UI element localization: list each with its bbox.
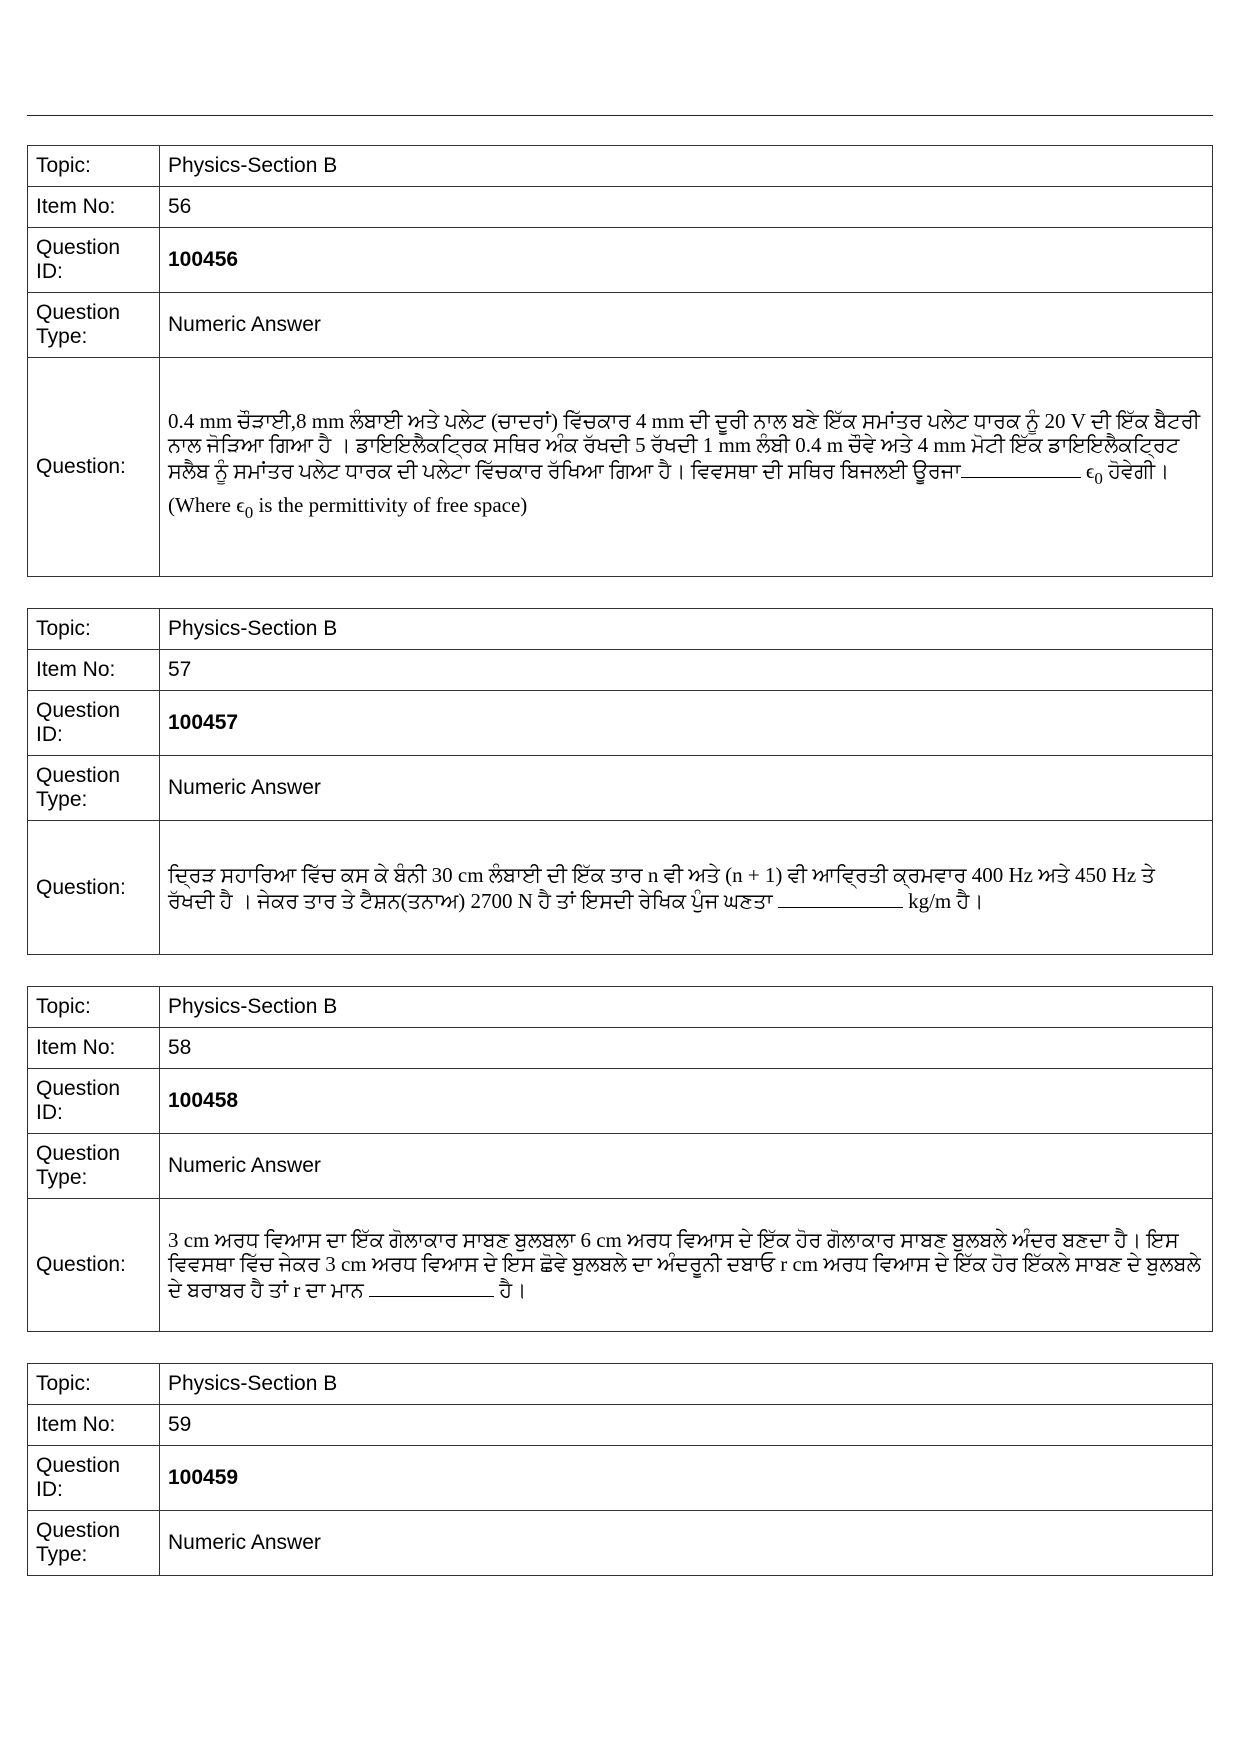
item-no-label: Item No: [28, 187, 160, 228]
epsilon-subscript: 0 [1094, 469, 1103, 488]
epsilon-symbol: ϵ [1085, 459, 1095, 483]
question-type-label: Question Type: [28, 1134, 160, 1199]
question-body [160, 821, 1213, 955]
item-no-value: 56 [160, 187, 1213, 228]
item-no-label: Item No: [28, 1028, 160, 1069]
question-card-59 [27, 1363, 1213, 1576]
question-note [168, 493, 1204, 525]
answer-blank [778, 887, 903, 908]
topic-value: Physics-Section B [160, 987, 1213, 1028]
question-body [160, 358, 1213, 577]
question-text: ਦ੍ਰਿੜ ਸਹਾਰਿਆ ਵਿੱਚ ਕਸ ਕੇ ਬੰਨੀ 30 cm ਲੰਬਾਈ ਦੀ ਇੱਕ ਤਾਰ n ਵੀ ਅਤੇ (n + 1) ਵੀ ਆਵ੍ਰਿਤੀ ਕ੍ਰਮਵਾਰ 400 Hz ਅਤੇ 450 Hz ਤੇ ਰੱਖਦੀ ਹੈ । ਜੇਕਰ ਤਾਰ ਤੇ ਟੈਸ਼ਨ(ਤਨਾਅ) 2700 N ਹੈ ਤਾਂ ਇਸਦੀ ਰੇਖਿਕ ਪੁੰਜ ਘਣਤਾ [168, 862, 1155, 913]
question-body [160, 1199, 1213, 1332]
question-type-label: Question Type: [28, 293, 160, 358]
question-id-label: Question ID: [28, 228, 160, 293]
question-label: Question: [28, 1199, 160, 1332]
item-no-label: Item No: [28, 1405, 160, 1446]
epsilon-subscript: 0 [244, 503, 254, 522]
question-tail: kg/m ਹੈ। [908, 888, 984, 913]
note-prefix: (Where [168, 493, 231, 517]
question-id-value: 100458 [160, 1069, 1213, 1134]
question-id-label: Question ID: [28, 1069, 160, 1134]
question-text: 3 cm ਅਰਧ ਵਿਆਸ ਦਾ ਇੱਕ ਗੋਲਾਕਾਰ ਸਾਬਣ ਬੁਲਬਲਾ 6 cm ਅਰਧ ਵਿਆਸ ਦੇ ਇੱਕ ਹੋਰ ਗੋਲਾਕਾਰ ਸਾਬਣ ਬੁਲਬਲੇ ਅੰਦਰ ਬਣਦਾ ਹੈ। ਇਸ ਵਿਵਸਥਾ ਵਿੱਚ ਜੇਕਰ 3 cm ਅਰਧ ਵਿਆਸ ਦੇ ਇਸ ਛੋਵੇ ਬੁਲਬਲੇ ਦਾ ਅੰਦਰੂਨੀ ਦਬਾਓ r cm ਅਰਧ ਵਿਆਸ ਦੇ ਇੱਕ ਹੋਰ ਇੱਕਲੇ ਸਾਬਣ ਦੇ ਬੁਲਬਲੇ ਦੇ ਬਰਾਬਰ ਹੈ ਤਾਂ r ਦਾ ਮਾਨ [168, 1228, 1201, 1302]
question-tail: ਹੈ। [499, 1278, 527, 1302]
question-type-value: Numeric Answer [160, 293, 1213, 358]
question-label: Question: [28, 821, 160, 955]
question-id-value: 100459 [160, 1446, 1213, 1511]
item-no-label: Item No: [28, 650, 160, 691]
note-suffix: is the permittivity of free space) [258, 493, 528, 517]
item-no-value: 58 [160, 1028, 1213, 1069]
topic-value: Physics-Section B [160, 609, 1213, 650]
epsilon-symbol: ϵ [236, 493, 245, 517]
topic-label: Topic: [28, 1364, 160, 1405]
question-card-56 [27, 145, 1213, 577]
question-text: 0.4 mm ਚੌੜਾਈ,8 mm ਲੰਬਾਈ ਅਤੇ ਪਲੇਟ (ਚਾਦਰਾਂ) ਵਿੱਚਕਾਰ 4 mm ਦੀ ਦੂਰੀ ਨਾਲ ਬਣੇ ਇੱਕ ਸਮਾਂਤਰ ਪਲੇਟ ਧਾਰਕ ਨੂੰ 20 V ਦੀ ਇੱਕ ਬੈਟਰੀ ਨਾਲ ਜੋੜਿਆ ਗਿਆ ਹੈ । ਡਾਇਇਲੈਕਟ੍ਰਿਕ ਸਥਿਰ ਅੰਕ ਰੱਖਦੀ 5 ਰੱਖਦੀ 1 mm ਲੰਬੀ 0.4 m ਚੌਵੇ ਅਤੇ 4 mm ਮੋਟੀ ਇੱਕ ਡਾਇਇਲੈਕਟ੍ਰਿਟ ਸਲੈਬ ਨੂੰ ਸਮਾਂਤਰ ਪਲੇਟ ਧਾਰਕ ਦੀ ਪਲੇਟਾ ਵਿੱਚਕਾਰ ਰੱਖਿਆ ਗਿਆ ਹੈ। ਵਿਵਸਥਾ ਦੀ ਸਥਿਰ ਬਿਜਲਈ ਊਰਜਾ [168, 409, 1201, 483]
question-id-label: Question ID: [28, 691, 160, 756]
topic-label: Topic: [28, 146, 160, 187]
question-tail: ਹੋਵੇਗੀ। [1108, 459, 1170, 483]
answer-blank [369, 1276, 494, 1297]
item-no-value: 57 [160, 650, 1213, 691]
question-id-value: 100456 [160, 228, 1213, 293]
question-label: Question: [28, 358, 160, 577]
question-paragraph [168, 409, 1204, 491]
answer-blank [961, 457, 1081, 478]
question-type-label: Question Type: [28, 1511, 160, 1576]
question-paragraph [168, 1228, 1204, 1302]
question-type-value: Numeric Answer [160, 756, 1213, 821]
topic-label: Topic: [28, 609, 160, 650]
question-id-label: Question ID: [28, 1446, 160, 1511]
header-rule [27, 115, 1213, 116]
topic-label: Topic: [28, 987, 160, 1028]
topic-value: Physics-Section B [160, 1364, 1213, 1405]
question-card-57 [27, 608, 1213, 955]
item-no-value: 59 [160, 1405, 1213, 1446]
question-card-58 [27, 986, 1213, 1332]
question-type-value: Numeric Answer [160, 1511, 1213, 1576]
question-type-label: Question Type: [28, 756, 160, 821]
topic-value: Physics-Section B [160, 146, 1213, 187]
question-id-value: 100457 [160, 691, 1213, 756]
question-type-value: Numeric Answer [160, 1134, 1213, 1199]
question-paragraph [168, 863, 1204, 913]
